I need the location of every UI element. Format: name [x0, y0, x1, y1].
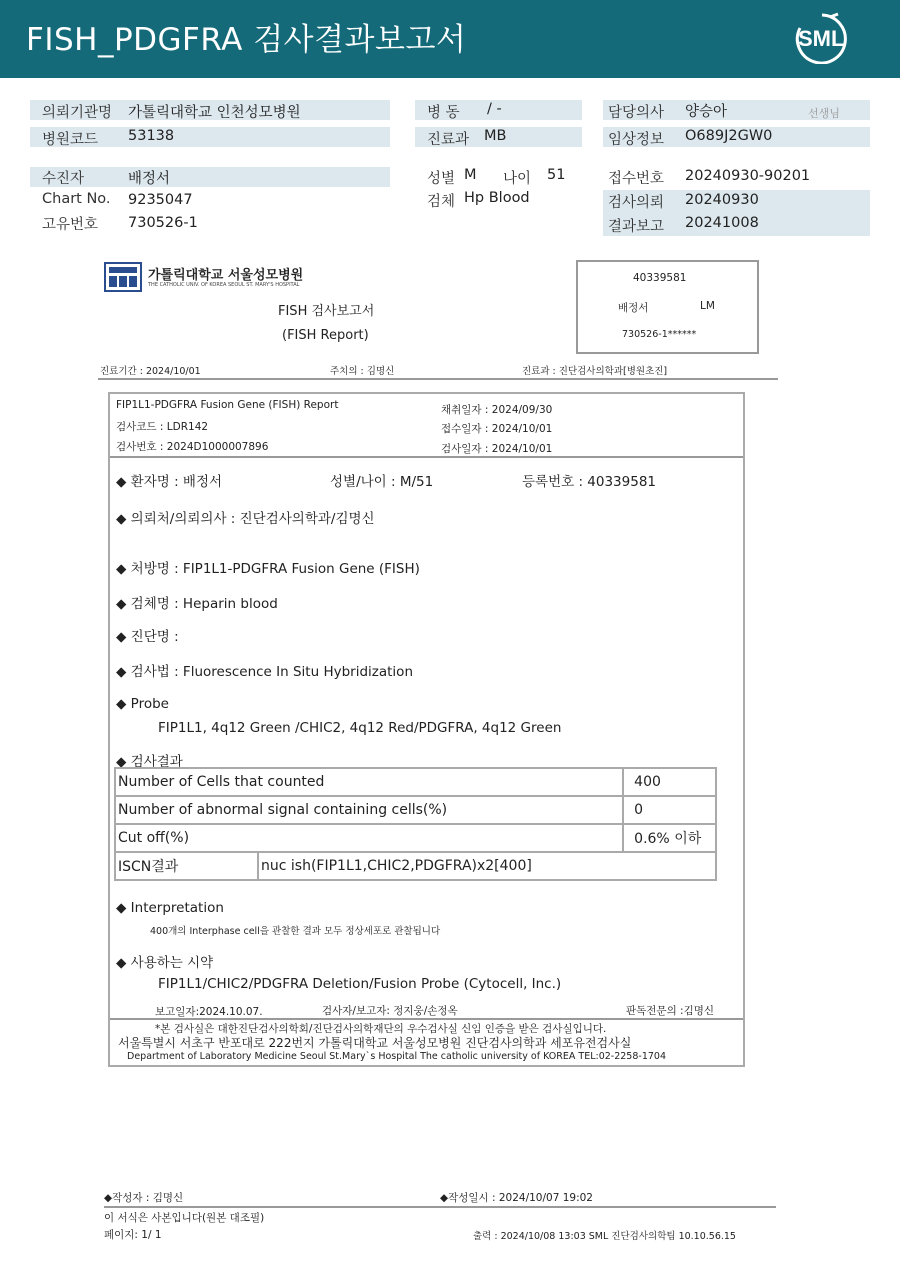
- divider: [104, 1206, 776, 1208]
- method-line: ◆ 검사법 : Fluorescence In Situ Hybridization: [116, 664, 413, 680]
- sex-label: 성별: [427, 171, 456, 187]
- result-name: Number of Cells that counted: [115, 768, 623, 796]
- ward: / -: [487, 101, 502, 117]
- table-row: [115, 824, 716, 852]
- lab-address: 서울특별시 서초구 반포대로 222번지 가톨릭대학교 서울성모병원 진단검사의학과 세포유전검사실: [118, 1036, 632, 1050]
- reagent-label: ◆ 사용하는 시약: [116, 955, 214, 971]
- id-box-name: 배정서: [618, 302, 649, 314]
- patient-label: 수진자: [42, 171, 85, 187]
- specialist: 판독전문의 :김명신: [626, 1005, 715, 1017]
- certification-note: *본 검사실은 대한진단검사의학회/진단검사의학재단의 우수검사실 신임 인증을 받은 검사실입니다.: [155, 1023, 607, 1035]
- clinical: O689J2GW0: [685, 128, 773, 144]
- divider: [110, 456, 743, 458]
- reagent-text: FIP1L1/CHIC2/PDGFRA Deletion/Fusion Probe (Cytocell, Inc.): [158, 976, 562, 992]
- doctor-suffix: 선생님: [808, 107, 840, 120]
- table-row: [115, 852, 716, 880]
- patient-name: 배정서: [128, 171, 171, 187]
- age: 51: [547, 167, 566, 183]
- ward-label: 병 동: [427, 105, 460, 121]
- doctor-label: 담당의사: [608, 105, 665, 121]
- iscn-value: nuc ish(FIP1L1,CHIC2,PDGFRA)x2[400]: [258, 852, 716, 880]
- request-date: 20240930: [685, 192, 759, 208]
- sml-logo-text: SML: [798, 26, 845, 51]
- copy-note: 이 서식은 사본입니다(원본 대조필): [104, 1212, 265, 1224]
- treatment-period: 진료기간 : 2024/10/01: [100, 366, 201, 377]
- age-label: 나이: [503, 171, 532, 187]
- hospital-name: 가톨릭대학교 서울성모병원: [148, 268, 304, 283]
- referring-inst-label: 의뢰기관명: [42, 105, 113, 121]
- receipt: 20240930-90201: [685, 168, 811, 184]
- iscn-label: ISCN결과: [115, 852, 258, 880]
- footer-author: ◆작성자 : 김명신: [104, 1192, 184, 1204]
- order-line: ◆ 처방명 : FIP1L1-PDGFRA Fusion Gene (FISH): [116, 561, 420, 577]
- result-report-label: 결과보고: [608, 219, 665, 235]
- interpretation-label: ◆ Interpretation: [116, 900, 224, 916]
- hospital-logo-icon: [104, 262, 142, 292]
- dept: MB: [484, 128, 507, 144]
- table-row: [115, 768, 716, 796]
- diagnosis-line: ◆ 진단명 :: [116, 629, 179, 645]
- referrer-line: ◆ 의뢰처/의뢰의사 : 진단검사의학과/김명신: [116, 511, 375, 527]
- id-box-id: 730526-1******: [622, 329, 697, 340]
- hospital-code: 53138: [128, 128, 175, 144]
- specimen-line: ◆ 검체명 : Heparin blood: [116, 596, 278, 612]
- specimen: Hp Blood: [464, 190, 530, 206]
- report-title-kr: FISH 검사보고서: [278, 304, 375, 319]
- print-info: 출력 : 2024/10/08 13:03 SML 진단검사의학팀 10.10.56.15: [473, 1231, 736, 1242]
- id-box-sex: LM: [700, 300, 715, 312]
- unique-id: 730526-1: [128, 215, 198, 231]
- registration-line: 등록번호 : 40339581: [522, 474, 657, 490]
- result-report-date: 20241008: [685, 215, 759, 231]
- result-name: Cut off(%): [115, 824, 623, 852]
- page-title: FISH_PDGFRA 검사결과보고서: [26, 22, 467, 58]
- clinical-label: 임상정보: [608, 132, 665, 148]
- test-date: 검사일자 : 2024/10/01: [441, 443, 553, 455]
- result-value: 0: [623, 796, 716, 824]
- report-title-en: (FISH Report): [282, 328, 369, 343]
- result-value: 0.6% 이하: [623, 824, 716, 852]
- result-name: Number of abnormal signal containing cells(%): [115, 796, 623, 824]
- results-table: [114, 767, 717, 881]
- dept-label: 진료과: [427, 132, 470, 148]
- sex-age-line: 성별/나이 : M/51: [330, 474, 434, 490]
- probe-text: FIP1L1, 4q12 Green /CHIC2, 4q12 Red/PDGFRA, 4q12 Green: [158, 720, 562, 736]
- result-section-label: ◆ 검사결과: [116, 754, 183, 770]
- footer-written: ◆작성일시 : 2024/10/07 19:02: [440, 1192, 593, 1204]
- chart-number: 9235047: [128, 192, 193, 208]
- id-box-number: 40339581: [633, 272, 687, 284]
- receipt-label: 접수번호: [608, 171, 665, 187]
- lab-address-en: Department of Laboratory Medicine Seoul St.Mary`s Hospital The catholic university of KOREA TEL:02-2258-1704: [127, 1051, 667, 1062]
- divider: [110, 1018, 743, 1020]
- id-label: 고유번호: [42, 217, 99, 233]
- page-number: 페이지: 1/ 1: [104, 1229, 162, 1241]
- specimen-label: 검체: [427, 194, 456, 210]
- interpretation-text: 400개의 Interphase cell을 관찰한 결과 모두 정상세포로 관찰됩니다: [150, 926, 441, 937]
- tester: 검사자/보고자: 정지웅/손정옥: [322, 1005, 458, 1017]
- chart-label: Chart No.: [42, 191, 111, 207]
- probe-label: ◆ Probe: [116, 696, 169, 712]
- table-row: [115, 796, 716, 824]
- treatment-dept: 진료과 : 진단검사의학과[병원초진]: [522, 366, 668, 377]
- hospital-name-en: THE CATHOLIC UNIV. OF KOREA SEOUL ST. MARY'S HOSPITAL: [148, 282, 300, 288]
- report-date: 보고일자:2024.10.07.: [155, 1006, 263, 1018]
- patient-line: ◆ 환자명 : 배정서: [116, 474, 223, 490]
- divider: [98, 378, 778, 380]
- receipt-date: 접수일자 : 2024/10/01: [441, 423, 553, 435]
- doctor: 양승아: [685, 104, 728, 120]
- test-name: FIP1L1-PDGFRA Fusion Gene (FISH) Report: [116, 399, 339, 411]
- attending-doctor: 주치의 : 김명신: [330, 366, 395, 377]
- request-label: 검사의뢰: [608, 195, 665, 211]
- collect-date: 채취일자 : 2024/09/30: [441, 404, 553, 416]
- referring-inst: 가톨릭대학교 인천성모병원: [128, 105, 301, 121]
- test-number: 검사번호 : 2024D1000007896: [116, 441, 269, 453]
- test-code: 검사코드 : LDR142: [116, 421, 209, 433]
- result-value: 400: [623, 768, 716, 796]
- sex: M: [464, 167, 477, 183]
- hospital-code-label: 병원코드: [42, 132, 99, 148]
